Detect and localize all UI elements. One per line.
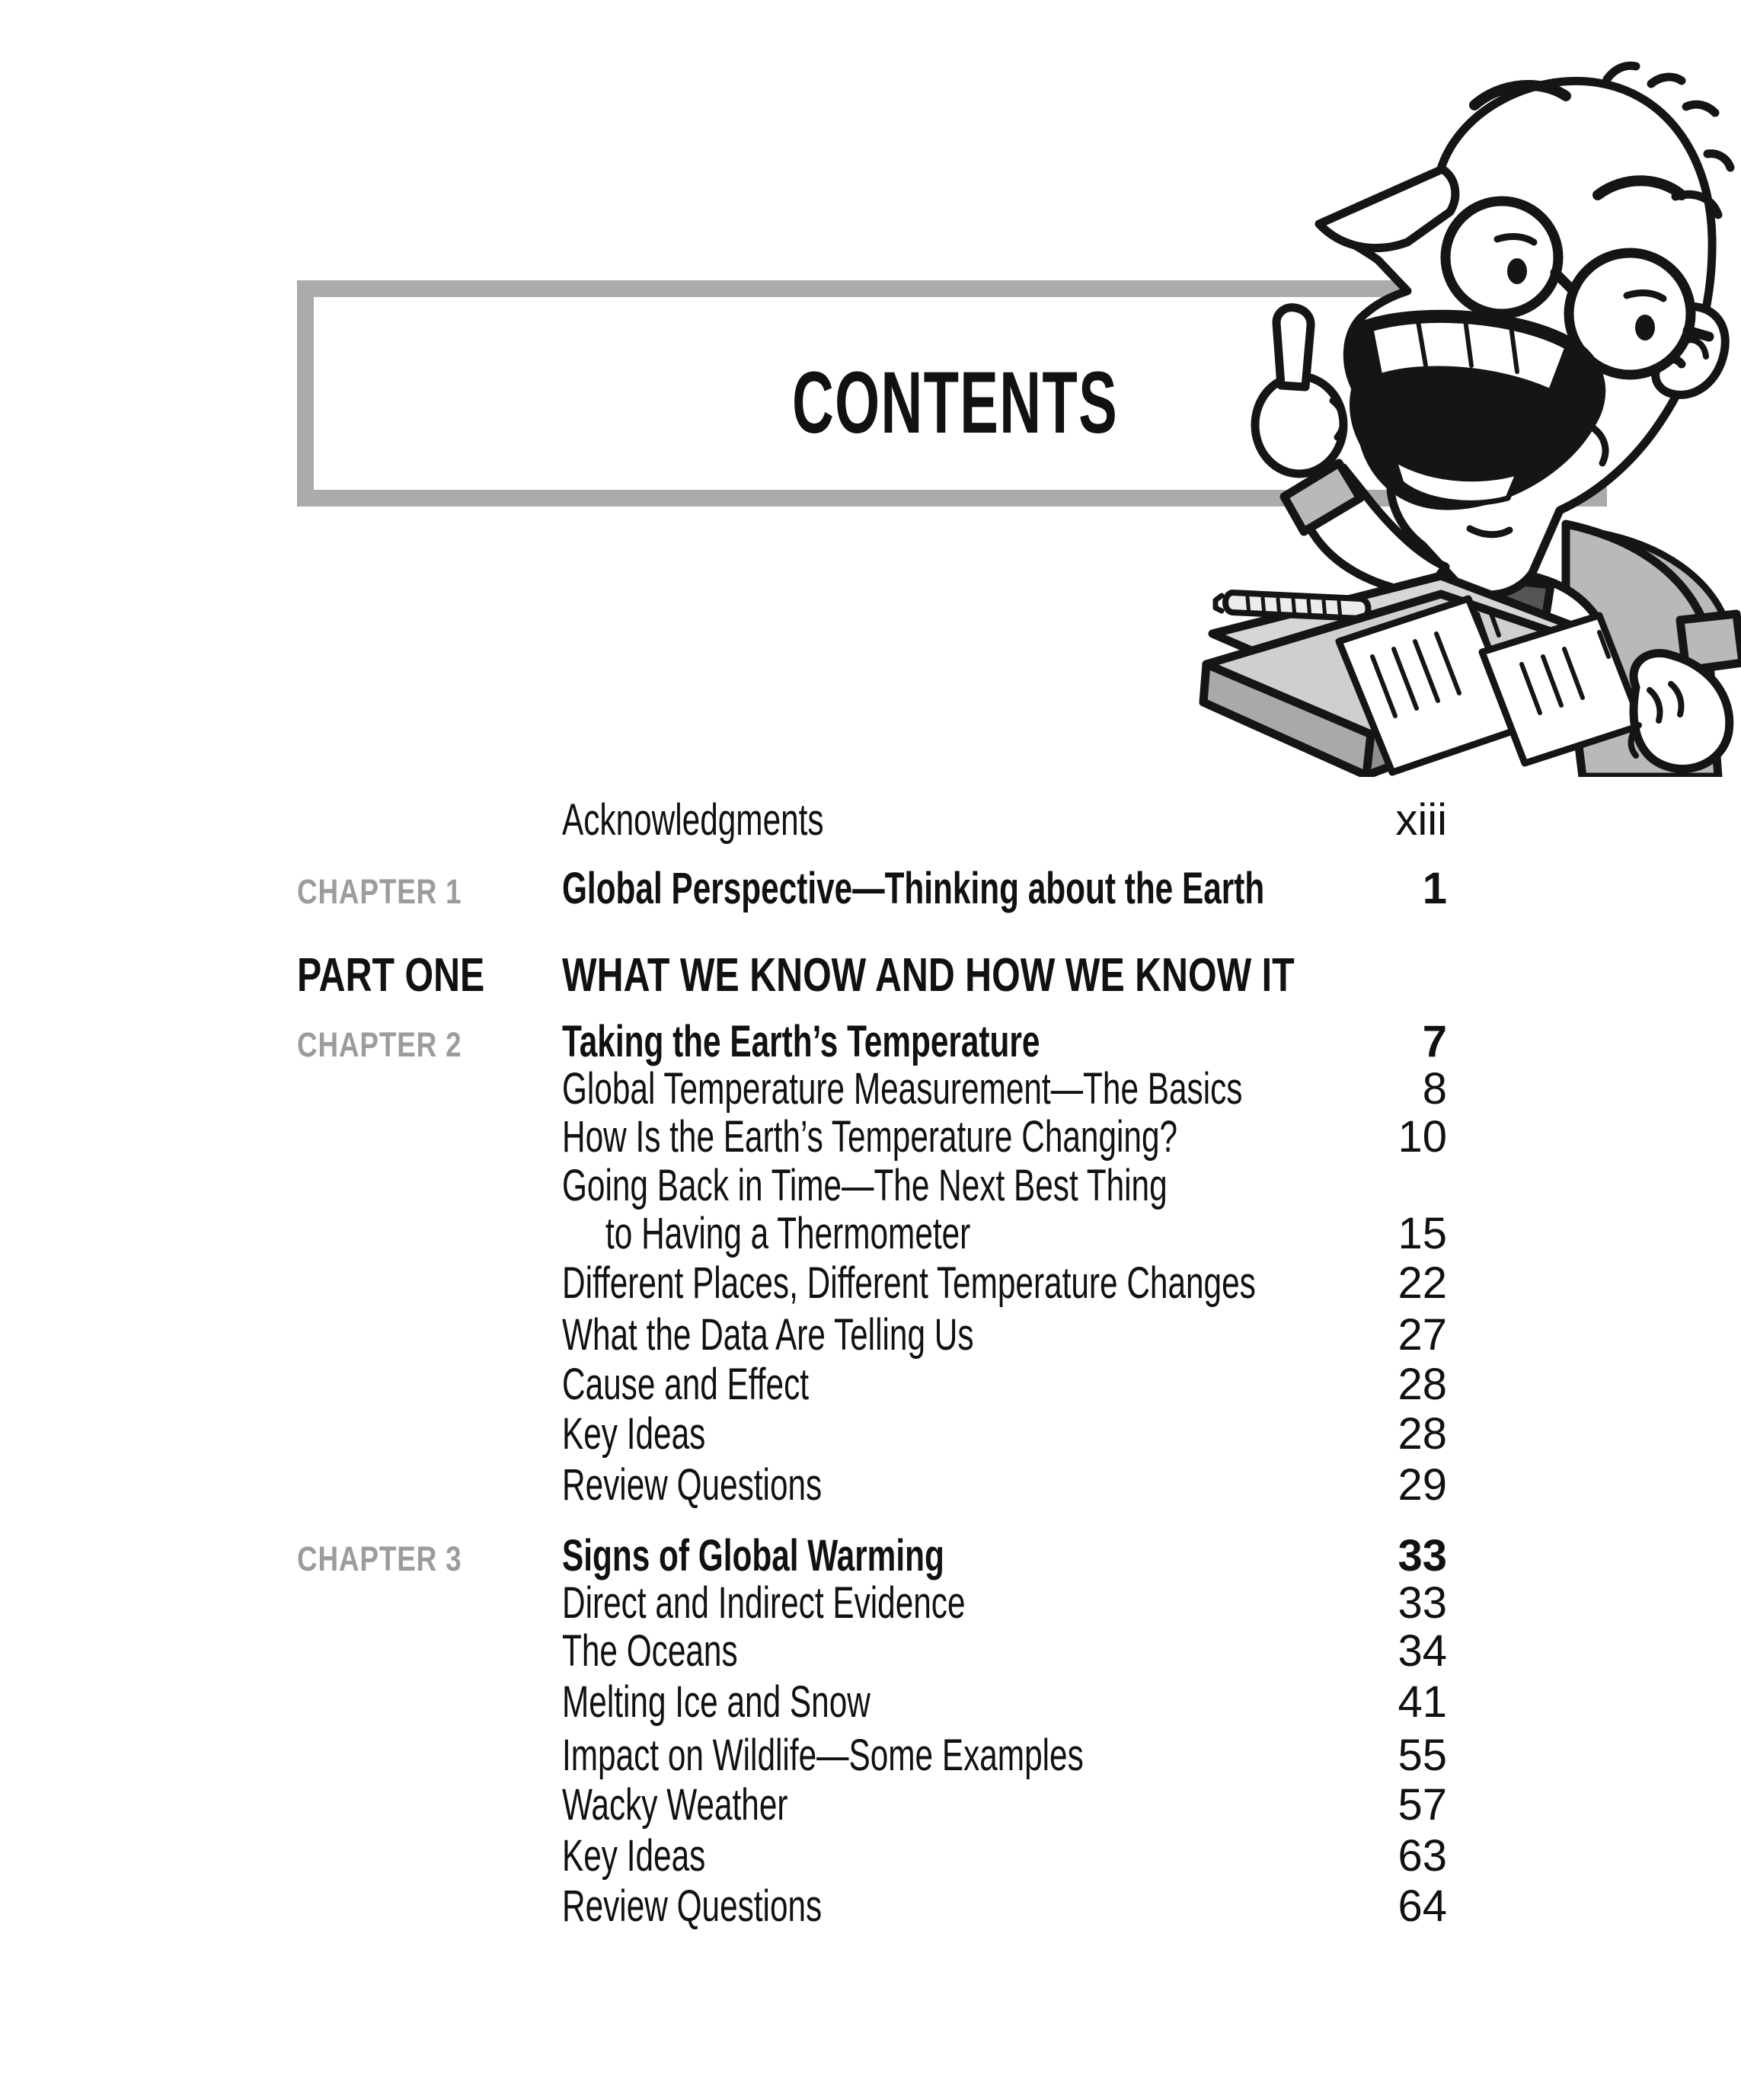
toc-row <box>0 1831 1741 1891</box>
toc-row <box>0 1258 1741 1318</box>
entry-title: Key Ideas <box>562 1409 706 1459</box>
toc-row <box>0 795 1741 855</box>
part-label: PART ONE <box>297 949 485 1002</box>
entry-title: Impact on Wildlife—Some Examples <box>562 1731 1084 1780</box>
toc-row <box>0 1780 1741 1839</box>
page-number: 1 <box>1422 864 1447 913</box>
toc-row <box>0 1310 1741 1370</box>
entry-title: Signs of Global Warming <box>562 1531 944 1581</box>
entry-title: Going Back in Time—The Next Best Thing <box>562 1161 1168 1210</box>
chapter-label: CHAPTER 2 <box>297 1025 462 1064</box>
page-number: xiii <box>1395 795 1447 845</box>
page-number: 10 <box>1398 1112 1447 1162</box>
professor-illustration <box>1142 61 1741 777</box>
entry-title: WHAT WE KNOW AND HOW WE KNOW IT <box>562 949 1295 1002</box>
entry-title: What the Data Are Telling Us <box>562 1310 974 1360</box>
entry-title: Global Perspective—Thinking about the Earth <box>562 864 1265 913</box>
entry-title: Taking the Earth’s Temperature <box>562 1017 1040 1066</box>
toc-row <box>0 1460 1741 1520</box>
toc-row <box>0 864 1741 923</box>
entry-title: The Oceans <box>562 1626 738 1676</box>
page-number: 41 <box>1398 1677 1447 1727</box>
entry-title: Global Temperature Measurement—The Basics <box>562 1064 1243 1114</box>
page-number: 15 <box>1398 1209 1447 1258</box>
entry-title: Review Questions <box>562 1881 823 1931</box>
page-number: 63 <box>1398 1831 1447 1881</box>
entry-title: Key Ideas <box>562 1831 706 1881</box>
toc-row <box>0 1360 1741 1419</box>
entry-title: Acknowledgments <box>562 795 824 845</box>
entry-title: to Having a Thermometer <box>605 1209 971 1258</box>
toc-row <box>0 1731 1741 1790</box>
entry-title: Melting Ice and Snow <box>562 1677 870 1727</box>
toc-row <box>0 1677 1741 1737</box>
page-number: 22 <box>1398 1258 1447 1308</box>
entry-title: Review Questions <box>562 1460 823 1510</box>
page-number: 7 <box>1422 1017 1447 1066</box>
chapter-label: CHAPTER 1 <box>297 872 462 911</box>
page-number: 64 <box>1398 1881 1447 1931</box>
toc-row <box>0 949 1741 1008</box>
chapter-label: CHAPTER 3 <box>297 1539 462 1578</box>
entry-title: How Is the Earth’s Temperature Changing? <box>562 1112 1178 1162</box>
entry-title: Wacky Weather <box>562 1780 788 1830</box>
page-number: 28 <box>1398 1360 1447 1409</box>
page-number: 27 <box>1398 1310 1447 1360</box>
page-number: 55 <box>1398 1731 1447 1780</box>
entry-title: Cause and Effect <box>562 1360 810 1409</box>
page-number: 34 <box>1398 1626 1447 1676</box>
page-number: 33 <box>1398 1578 1447 1628</box>
page-number: 33 <box>1398 1531 1447 1581</box>
page-title: CONTENTS <box>792 354 1119 452</box>
page-number: 29 <box>1398 1460 1447 1510</box>
toc-row <box>0 1881 1741 1941</box>
entry-title: Direct and Indirect Evidence <box>562 1578 966 1628</box>
professor-cartoon-icon <box>1142 61 1741 777</box>
toc-row <box>0 1409 1741 1469</box>
page-number: 57 <box>1398 1780 1447 1830</box>
entry-title: Different Places, Different Temperature Changes <box>562 1258 1256 1308</box>
page-number: 8 <box>1422 1064 1447 1114</box>
page-number: 28 <box>1398 1409 1447 1459</box>
